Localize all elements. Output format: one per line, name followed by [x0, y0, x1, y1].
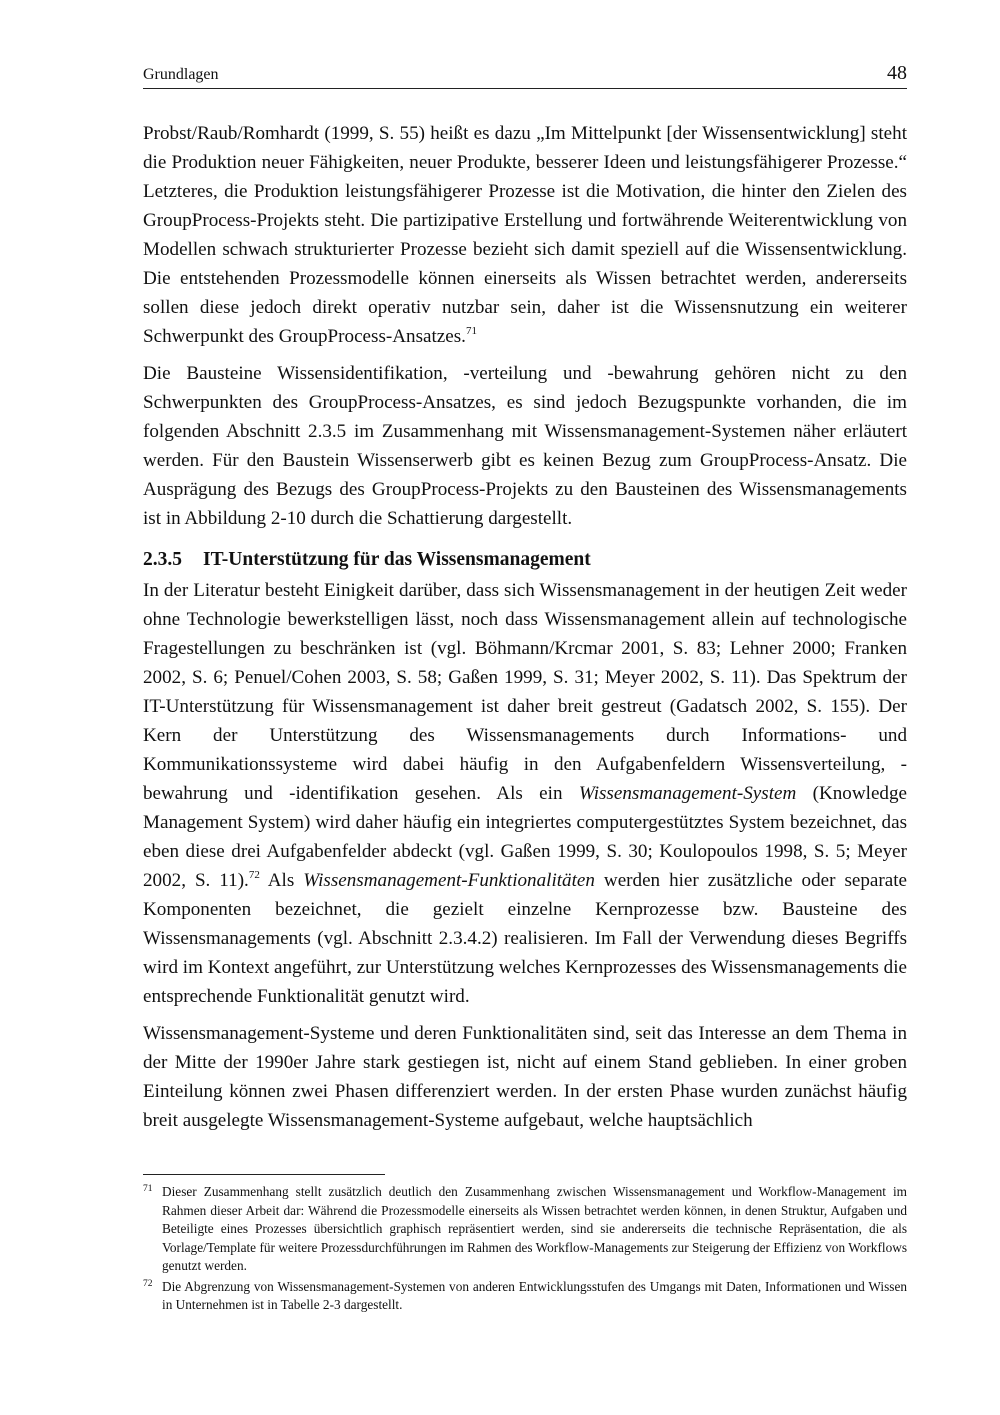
footnotes [143, 1183, 907, 1317]
paragraph-3 [143, 576, 907, 1011]
footnote-71 [143, 1183, 907, 1276]
term-wissensmanagement-system: Wissensmanagement-System [578, 783, 797, 804]
footnote-text: Die Abgrenzung von Wissensmanagement-Systemen von anderen Entwicklungsstufen des Umgangs mit Daten, Informationen und Wissen in Unternehmen ist in Tabelle 2-3 dargestellt. [162, 1278, 907, 1312]
footnote-ref-72[interactable]: 72 [248, 869, 260, 881]
page-header [143, 62, 907, 89]
footnote-separator [143, 1174, 385, 1175]
section-title: IT-Unterstützung für das Wissensmanagement [203, 549, 591, 570]
paragraph-3-text-c: Als [259, 870, 304, 891]
paragraph-2: Die Bausteine Wissensidentifikation, -verteilung und -bewahrung gehören nicht zu den Schwerpunkten des GroupProcess-Ansatzes, es sind jedoch Bezugspunkte vorhanden, die im folgenden Abschnitt 2.3.5 im Zusammenhang mit Wissensmanagement-Systemen näher erläutert werden. Für den Baustein Wissenserwerb gibt es keinen Bezug zum GroupProcess-Ansatz. Die Ausprägung des Bezugs des GroupProcess-Projekts zu den Bausteinen des Wissensmanagements ist in Abbildung 2-10 durch die Schattierung dargestellt. [143, 363, 907, 529]
running-title: Grundlagen [143, 66, 219, 83]
section-heading [143, 545, 907, 574]
footnote-ref-71[interactable]: 71 [465, 325, 477, 337]
paragraph-1-text: Probst/Raub/Romhardt (1999, S. 55) heißt es dazu „Im Mittelpunkt [der Wissensentwicklung] steht die Produktion neuer Fähigkeiten, neuer Produkte, besserer Ideen und leistungsfähigerer Prozesse.“ Letzteres, die Produktion leistungsfähigerer Prozesse ist die Motivation, die hinter den Zielen des GroupProcess-Projekts steht. Die partizipative Erstellung und fortwährende Weiterentwicklung von Modellen schwach strukturierter Prozesse bezieht sich damit speziell auf die Wissensentwicklung. Die entstehenden Prozessmodelle können einerseits als Wissen betrachtet werden, andererseits sollen diese jedoch direkt operativ nutzbar sein, daher ist die Wissensnutzung ein weiterer Schwerpunkt des GroupProcess-Ansatzes. [143, 123, 907, 347]
footnote-number: 71 [143, 1184, 153, 1194]
paragraph-4: Wissensmanagement-Systeme und deren Funktionalitäten sind, seit das Interesse an dem Thema in der Mitte der 1990er Jahre stark gestiegen ist, nicht auf einem Stand geblieben. In einer groben Einteilung können zwei Phasen differenziert werden. In der ersten Phase wurden zunächst häufig breit ausgelegte Wissensmanagement-Systeme aufgebaut, welche hauptsächlich [143, 1023, 907, 1131]
paragraph-3-text-a: In der Literatur besteht Einigkeit darüber, dass sich Wissensmanagement in der heutigen Zeit weder ohne Technologie bewerkstelligen lässt, noch dass Wissensmanagement allein auf technologische Fragestellungen zu beschränken ist (vgl. Böhmann/Krcmar 2001, S. 83; Lehner 2000; Franken 2002, S. 6; Penuel/Cohen 2003, S. 58; Gaßen 1999, S. 31; Meyer 2002, S. 11). Das Spektrum der IT-Unterstützung für Wissensmanagement ist daher breit gestreut (Gadatsch 2002, S. 155). Der Kern der Unterstützung des Wissensmanagements durch Informations- und Kommunikationssysteme wird dabei häufig in den Aufgabenfeldern Wissensverteilung, -bewahrung und -identifikation gesehen. Als ein [143, 580, 907, 804]
footnote-number: 72 [143, 1278, 153, 1289]
paragraph-1 [143, 119, 907, 351]
paragraph-3-text-b: (Knowledge Management System) wird daher häufig ein integriertes computergestütztes System bezeichnet, das eben diese drei Aufgabenfelder abdeckt (vgl. Gaßen 1999, S. 30; Koulopoulos 1998, S. 5; Meyer 2002, S. 11). [143, 783, 907, 891]
term-wissensmanagement-funktionalitaeten: Wissensmanagement-Funktionalitäten [303, 870, 595, 891]
footnote-72 [143, 1278, 907, 1315]
paragraph-3-text-d: werden hier zusätzliche oder separate Komponenten bezeichnet, die gezielt einzelne Kernprozesse bzw. Bausteine des Wissensmanagements (vgl. Abschnitt 2.3.4.2) realisieren. Im Fall der Verwendung dieses Begriffs wird im Kontext angeführt, zur Unterstützung welches Kernprozesses des Wissensmanagements die entsprechende Funktionalität genutzt wird. [143, 870, 908, 1007]
footnote-text: Dieser Zusammenhang stellt zusätzlich deutlich den Zusammenhang zwischen Wissensmanagement und Workflow-Management im Rahmen dieser Arbeit dar: Während die Prozessmodelle einerseits als Wissen betrachtet werden können, in denen Struktur, Aufgaben und Beteiligte eines Prozesses übersichtlich graphisch repräsentiert werden, sind sie andererseits die technische Repräsentation, die als Vorlage/Template für weitere Prozessdurchführungen im Rahmen des Workflow-Managements zur Steigerung der Effizienz von Workflows genutzt werden. [162, 1184, 907, 1273]
main-text [143, 119, 907, 1135]
page-number: 48 [887, 62, 907, 84]
section-number: 2.3.5 [143, 549, 182, 570]
